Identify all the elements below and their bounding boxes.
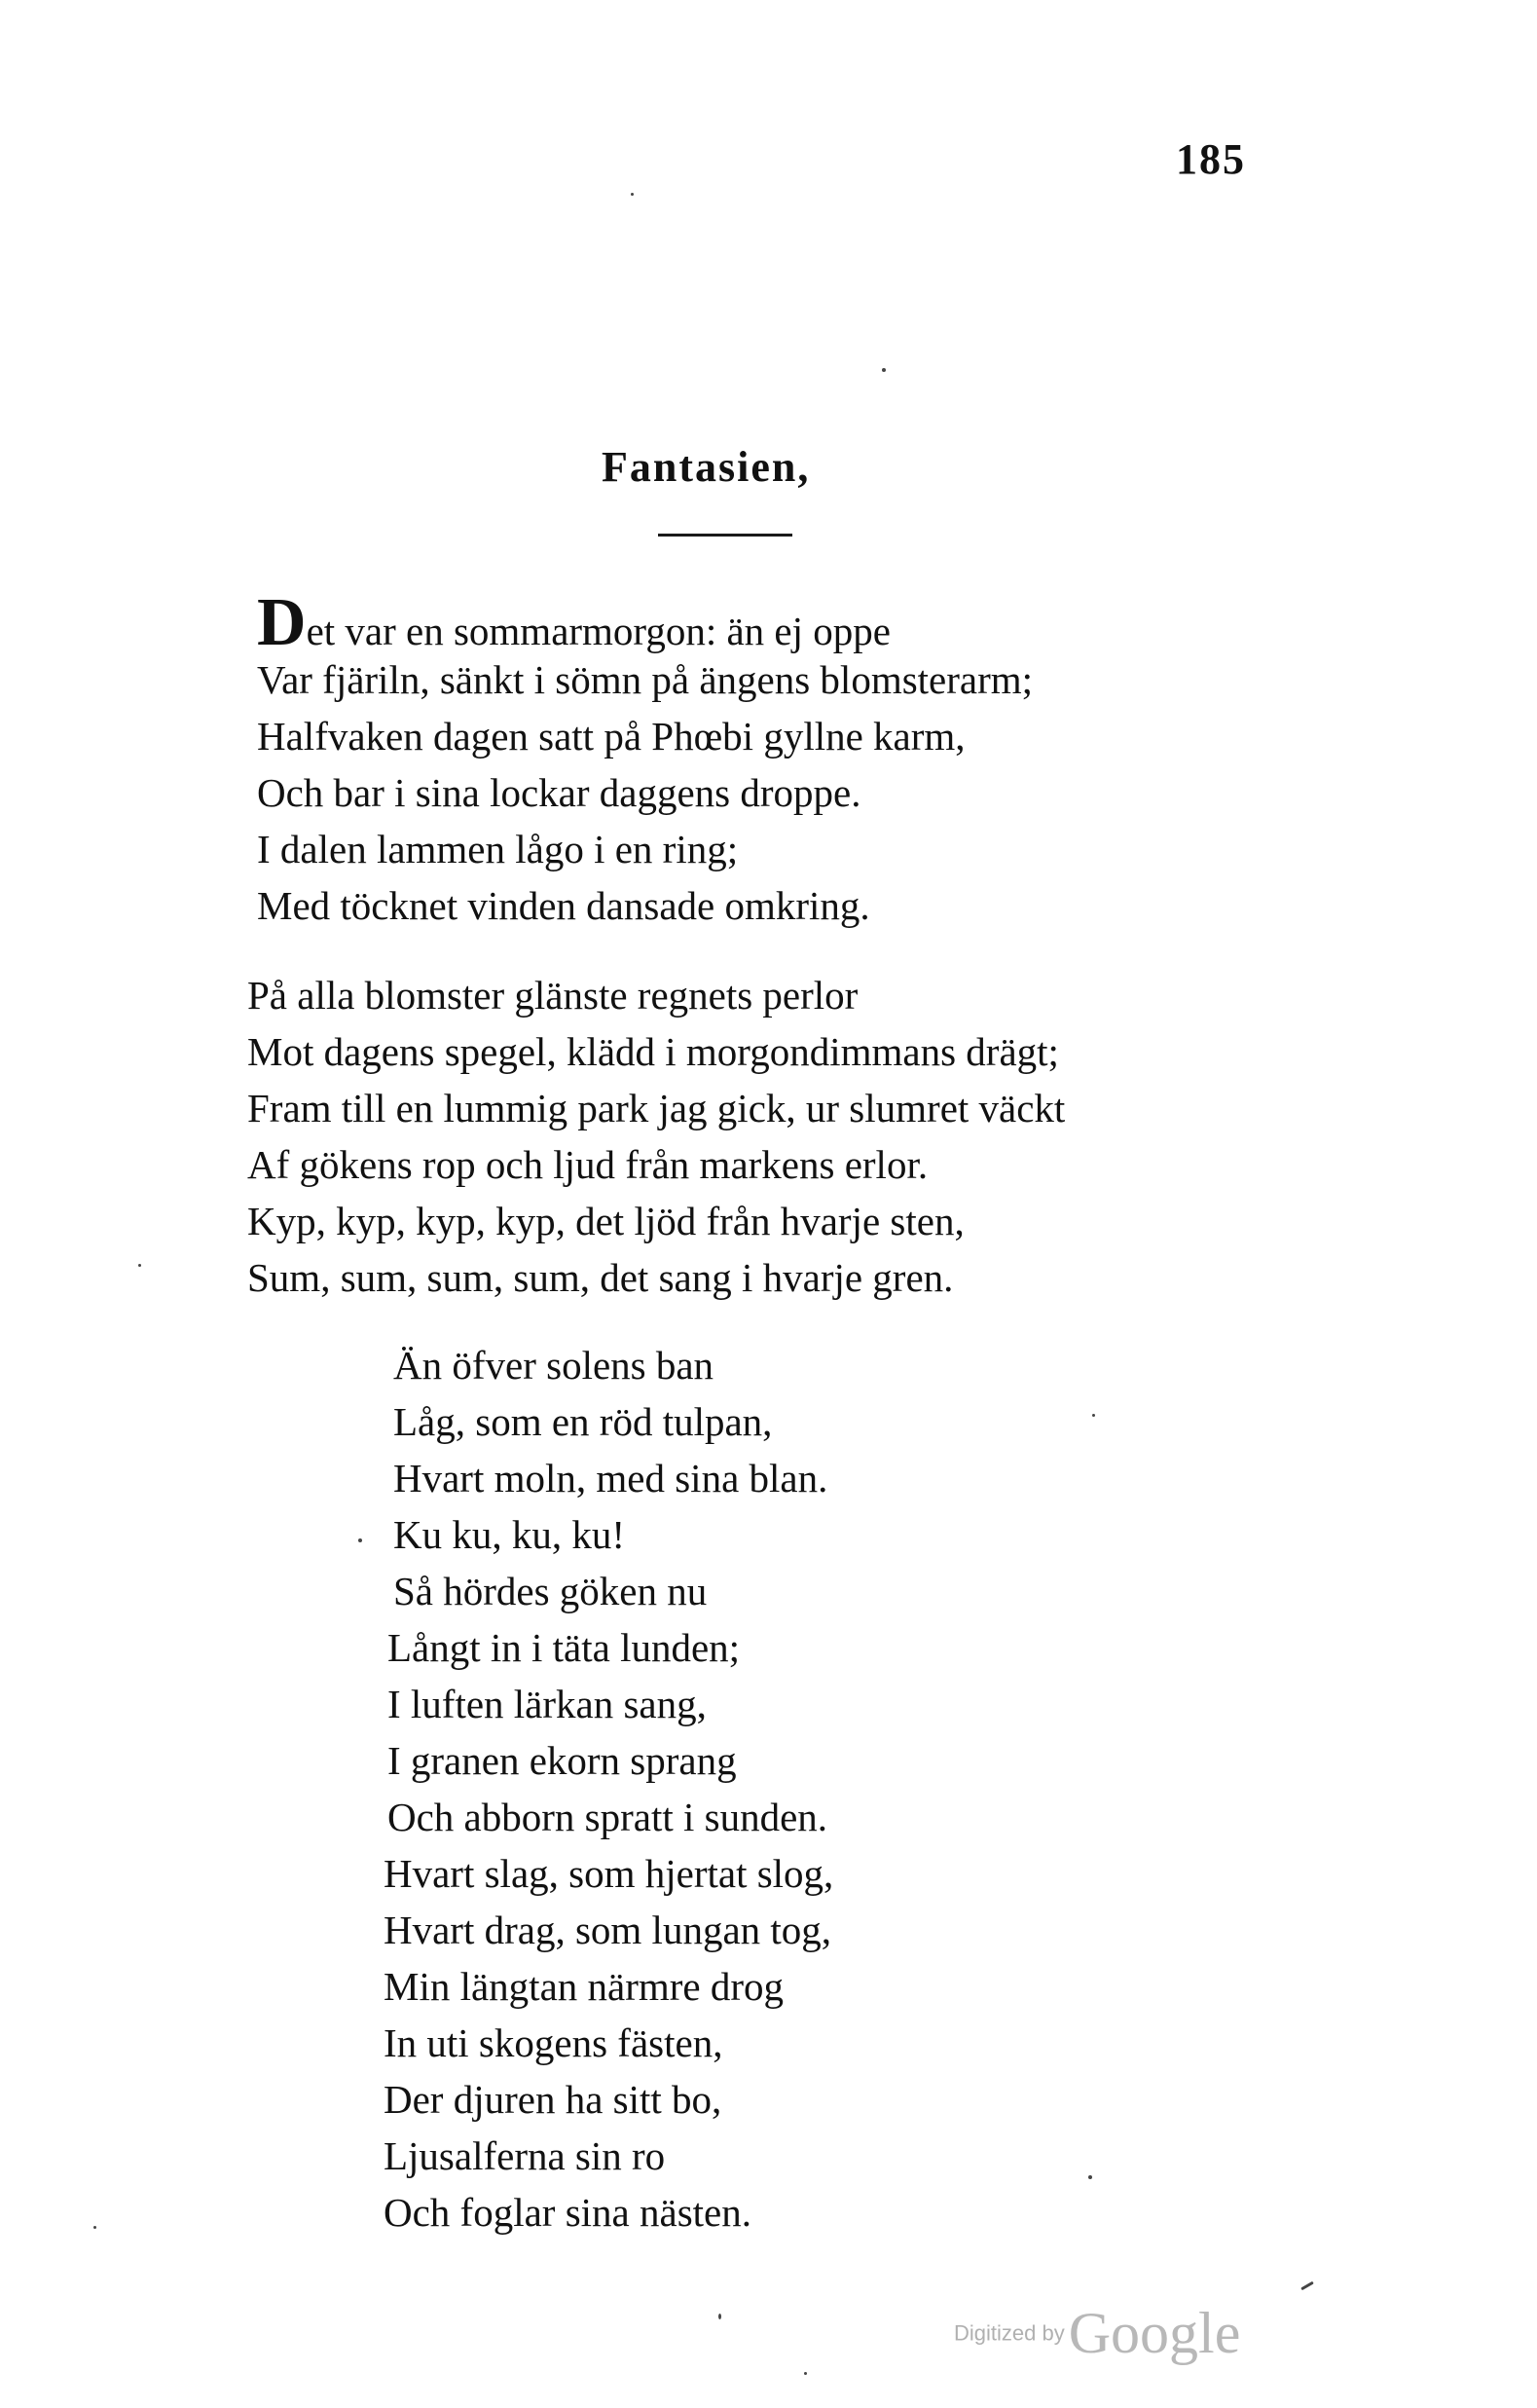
watermark-prefix: Digitized by (954, 2320, 1065, 2346)
poem-line: Var fjäriln, sänkt i sömn på ängens blomsterarm; (257, 657, 1034, 702)
poem-line: Så hördes göken nu (393, 1569, 708, 1613)
poem-line: Mot dagens spegel, klädd i morgondimmans drägt; (247, 1029, 1059, 1074)
digitized-by-google-watermark (954, 2300, 1240, 2367)
poem-line: In uti skogens fästen, (384, 2020, 723, 2065)
poem-line: Hvart slag, som hjertat slog, (384, 1851, 834, 1896)
scan-speck (358, 1538, 362, 1542)
poem-line: Ljusalferna sin ro (384, 2133, 666, 2178)
scan-speck (718, 2314, 721, 2319)
poem-line: Sum, sum, sum, sum, det sang i hvarje gren. (247, 1255, 954, 1300)
google-logo: Google (1068, 2301, 1241, 2365)
scan-speck (1300, 2281, 1314, 2291)
title-rule (658, 534, 792, 537)
poem-line: Af gökens rop och ljud från markens erlor. (247, 1142, 929, 1187)
poem-line: Och foglar sina nästen. (384, 2190, 751, 2235)
scan-speck (1092, 1414, 1095, 1417)
scan-speck (882, 368, 886, 372)
poem-line: Der djuren ha sitt bo, (384, 2077, 722, 2122)
drop-cap: D (257, 585, 307, 660)
poem-line: Min längtan närmre drog (384, 1964, 785, 2009)
poem-line: Fram till en lummig park jag gick, ur slumret väckt (247, 1086, 1066, 1130)
poem-line: Kyp, kyp, kyp, kyp, det ljöd från hvarje sten, (247, 1199, 965, 1243)
poem-line: Och bar i sina lockar daggens droppe. (257, 770, 861, 815)
scan-speck (804, 2372, 807, 2375)
poem-line: Och abborn spratt i sunden. (387, 1795, 828, 1839)
poem-line: Halfvaken dagen satt på Phœbi gyllne karm, (257, 714, 966, 759)
line-text: et var en sommarmorgon: än ej oppe (306, 609, 891, 653)
poem-line: Långt in i täta lunden; (387, 1625, 741, 1670)
poem-title: Fantasien, (602, 443, 811, 491)
scan-speck (1088, 2175, 1092, 2179)
poem-line: Hvart moln, med sina blan. (393, 1456, 828, 1500)
poem-line: I granen ekorn sprang (387, 1738, 737, 1783)
poem-line: Låg, som en röd tulpan, (393, 1399, 773, 1444)
poem-line: Hvart drag, som lungan tog, (384, 1908, 832, 1952)
scan-speck (93, 2226, 96, 2229)
page-number: 185 (1176, 135, 1246, 183)
poem-line (257, 585, 891, 660)
poem-line: Med töcknet vinden dansade omkring. (257, 883, 870, 928)
poem-line: I dalen lammen lågo i en ring; (257, 827, 739, 871)
scan-speck (631, 193, 634, 196)
poem-line: På alla blomster glänste regnets perlor (247, 973, 859, 1018)
poem-line: Än öfver solens ban (393, 1343, 714, 1388)
scan-speck (138, 1264, 141, 1267)
poem-line: I luften lärkan sang, (387, 1682, 707, 1726)
poem-line: Ku ku, ku, ku! (393, 1512, 626, 1557)
